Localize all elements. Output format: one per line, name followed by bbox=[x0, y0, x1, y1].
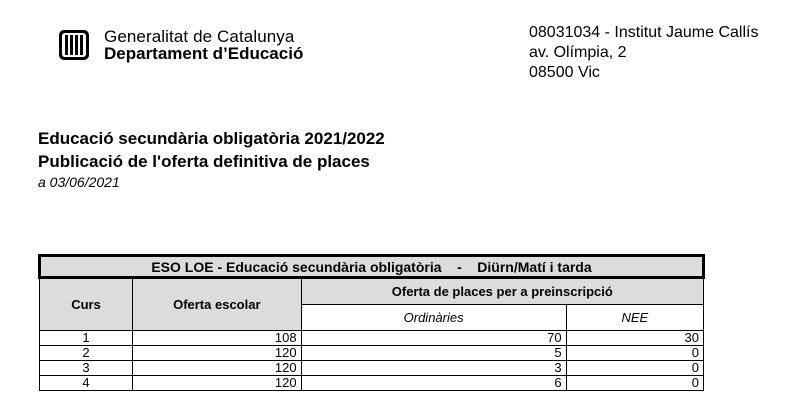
generalitat-bars-icon bbox=[58, 28, 90, 62]
document-title: Educació secundària obligatòria 2021/2022 bbox=[38, 129, 385, 148]
cell-nee: 30 bbox=[566, 331, 703, 346]
cell-curs: 3 bbox=[40, 361, 133, 376]
table-row bbox=[40, 331, 704, 346]
cell-curs: 4 bbox=[40, 376, 133, 391]
cell-nee: 0 bbox=[566, 361, 703, 376]
header-curs: Curs bbox=[40, 278, 133, 331]
generalitat-logo bbox=[58, 28, 303, 62]
cell-ordinaries: 3 bbox=[301, 361, 566, 376]
cell-oferta: 120 bbox=[133, 376, 302, 391]
cell-curs: 1 bbox=[40, 331, 133, 346]
document-subtitle: Publicació de l'oferta definitiva de places bbox=[38, 152, 370, 171]
cell-ordinaries: 6 bbox=[301, 376, 566, 391]
publication-date: a 03/06/2021 bbox=[38, 174, 120, 190]
table-caption: ESO LOE - Educació secundària obligatòria - Diürn/Matí i tarda bbox=[40, 256, 704, 278]
table-row bbox=[40, 376, 704, 391]
header-oferta-escolar: Oferta escolar bbox=[133, 278, 302, 331]
places-table bbox=[38, 254, 705, 391]
table-row bbox=[40, 361, 704, 376]
header-ordinaries: Ordinàries bbox=[301, 305, 566, 331]
org-name-line2: Departament d’Educació bbox=[104, 44, 304, 63]
table-row bbox=[40, 346, 704, 361]
header-nee: NEE bbox=[566, 305, 703, 331]
org-name-line1: Generalitat de Catalunya bbox=[104, 27, 295, 46]
places-table-container bbox=[38, 254, 705, 391]
cell-oferta: 120 bbox=[133, 361, 302, 376]
cell-ordinaries: 5 bbox=[301, 346, 566, 361]
school-code-name: 08031034 - Institut Jaume Callís bbox=[529, 24, 759, 41]
cell-ordinaries: 70 bbox=[301, 331, 566, 346]
document-heading bbox=[38, 127, 385, 191]
header-oferta-preinscripcio: Oferta de places per a preinscripció bbox=[301, 278, 703, 305]
cell-nee: 0 bbox=[566, 346, 703, 361]
school-city: 08500 Vic bbox=[529, 64, 600, 81]
cell-nee: 0 bbox=[566, 376, 703, 391]
cell-oferta: 108 bbox=[133, 331, 302, 346]
cell-oferta: 120 bbox=[133, 346, 302, 361]
cell-curs: 2 bbox=[40, 346, 133, 361]
school-address bbox=[529, 23, 758, 83]
school-street: av. Olímpia, 2 bbox=[529, 44, 627, 61]
